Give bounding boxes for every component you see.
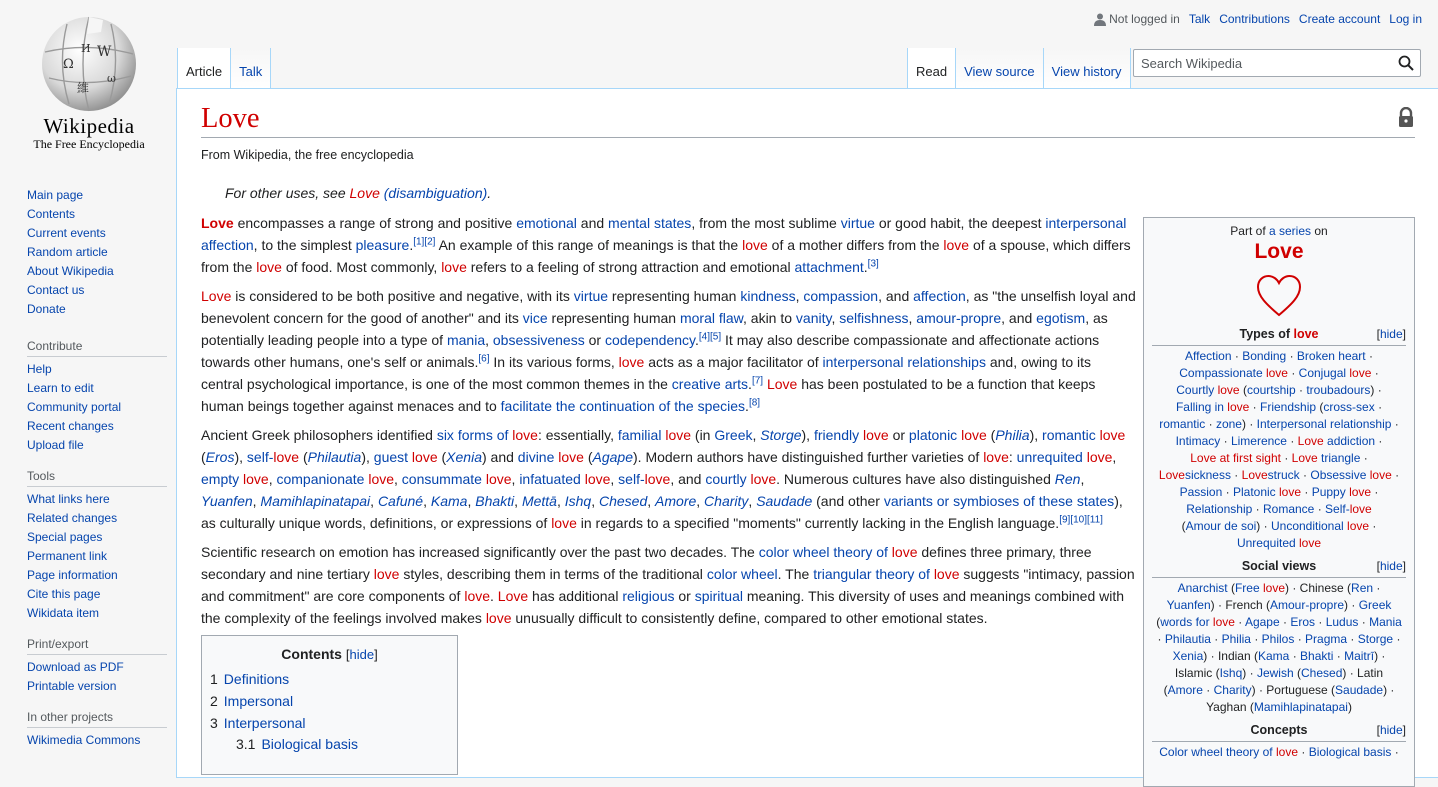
search-input[interactable] bbox=[1133, 49, 1421, 77]
sidebar-item-page-information[interactable]: Page information bbox=[27, 568, 118, 582]
article-link[interactable]: six forms of love bbox=[436, 427, 538, 443]
article-link[interactable]: codependency bbox=[604, 332, 695, 348]
svg-text:Ω: Ω bbox=[63, 57, 74, 72]
table-of-contents bbox=[201, 635, 458, 775]
sidebar-item-donate[interactable]: Donate bbox=[27, 302, 66, 316]
list-item[interactable]: Color wheel theory of love bbox=[1159, 745, 1298, 759]
list-item[interactable]: Maitrī bbox=[1344, 649, 1375, 663]
list-item[interactable]: Biological basis bbox=[1308, 745, 1392, 759]
list-item[interactable]: Jewish bbox=[1256, 666, 1294, 680]
list-item[interactable]: Affection bbox=[1185, 349, 1232, 363]
series-part-of bbox=[1152, 224, 1406, 238]
sidebar-item-current-events[interactable]: Current events bbox=[27, 226, 106, 240]
article-link[interactable]: virtue bbox=[840, 215, 875, 231]
search-placeholder: Search Wikipedia bbox=[1141, 55, 1243, 71]
article-link[interactable]: affection bbox=[913, 288, 966, 304]
article-link[interactable]: creative arts bbox=[671, 376, 749, 392]
list-item[interactable]: Chesed bbox=[1301, 666, 1343, 680]
article-link[interactable]: Ishq bbox=[564, 493, 592, 509]
article-link[interactable]: romantic love bbox=[1042, 427, 1126, 443]
sidebar-item-wikidata-item[interactable]: Wikidata item bbox=[27, 606, 100, 620]
toc-hide-link[interactable]: hide bbox=[349, 647, 375, 662]
list-item[interactable]: Eros bbox=[1290, 615, 1316, 629]
list-item[interactable]: Agape bbox=[1244, 615, 1280, 629]
list-item[interactable]: Mania bbox=[1369, 615, 1402, 629]
tab-view-source[interactable]: View source bbox=[956, 48, 1044, 88]
list-item[interactable]: Philautia bbox=[1164, 632, 1211, 646]
wikipedia-tagline: The Free Encyclopedia bbox=[33, 137, 145, 151]
toc-hide-toggle[interactable]: [hide] bbox=[345, 647, 378, 662]
sidebar-item-contact[interactable]: Contact us bbox=[27, 283, 85, 297]
sidebar-item-contents[interactable]: Contents bbox=[27, 207, 76, 221]
article-link[interactable]: moral flaw bbox=[679, 310, 743, 326]
list-item[interactable]: Lovesickness bbox=[1158, 468, 1231, 482]
list-item[interactable]: Xenia bbox=[1172, 649, 1204, 663]
section-concepts-title: Concepts bbox=[1250, 723, 1308, 737]
toc-item[interactable] bbox=[210, 712, 449, 734]
article-link[interactable]: color wheel theory of love bbox=[758, 544, 918, 560]
list-item[interactable]: Romance bbox=[1262, 502, 1315, 516]
hatnote bbox=[225, 185, 491, 201]
sidebar bbox=[27, 186, 167, 764]
list-item[interactable]: Greek bbox=[1358, 598, 1392, 612]
hide-toggle[interactable]: [hide] bbox=[1376, 559, 1406, 573]
article-link[interactable]: mania bbox=[446, 332, 486, 348]
list-item[interactable]: Obsessive love bbox=[1310, 468, 1392, 482]
article-link[interactable]: consummate love bbox=[401, 471, 512, 487]
list-item[interactable]: zone bbox=[1215, 417, 1242, 431]
citation-link[interactable]: [9] bbox=[1059, 514, 1071, 526]
article-link[interactable]: egotism bbox=[1036, 310, 1086, 326]
list-item[interactable]: Bonding bbox=[1242, 349, 1287, 363]
article-link[interactable]: spiritual bbox=[694, 588, 743, 604]
article-link[interactable]: self-love bbox=[246, 449, 300, 465]
personal-tools bbox=[1094, 12, 1422, 26]
tab-talk[interactable]: Talk bbox=[231, 48, 271, 88]
svg-text:И: И bbox=[81, 42, 91, 55]
site-subtitle: From Wikipedia, the free encyclopedia bbox=[201, 148, 414, 162]
list-item[interactable]: Kama bbox=[1257, 649, 1290, 663]
list-item[interactable]: Ren bbox=[1351, 581, 1374, 595]
login-link[interactable]: Log in bbox=[1389, 12, 1422, 26]
toc-title-row bbox=[210, 646, 449, 662]
series-link[interactable]: a series bbox=[1268, 224, 1312, 238]
heart-icon bbox=[1256, 274, 1302, 318]
article-link[interactable]: Ren bbox=[1054, 471, 1081, 487]
article-link[interactable]: Mamihlapinatapai bbox=[260, 493, 371, 509]
sidebar-item-related-changes[interactable]: Related changes bbox=[27, 511, 118, 525]
article-link[interactable]: variants or symbioses of these states bbox=[883, 493, 1115, 509]
toc-item[interactable] bbox=[210, 690, 449, 712]
sidebar-item-wikimedia-commons[interactable]: Wikimedia Commons bbox=[27, 733, 141, 747]
article-link[interactable]: Kama bbox=[430, 493, 468, 509]
article-link[interactable]: Eros bbox=[205, 449, 235, 465]
article-link[interactable]: unrequited love bbox=[1016, 449, 1113, 465]
sidebar-item-random-article[interactable]: Random article bbox=[27, 245, 108, 259]
tab-article[interactable]: Article bbox=[177, 48, 231, 88]
list-item[interactable]: Compassionate love bbox=[1179, 366, 1288, 380]
sidebar-item-download-pdf[interactable]: Download as PDF bbox=[27, 660, 124, 674]
sidebar-item-permanent-link[interactable]: Permanent link bbox=[27, 549, 108, 563]
sidebar-item-what-links-here[interactable]: What links here bbox=[27, 492, 110, 506]
list-item[interactable]: Unconditional love bbox=[1270, 519, 1370, 533]
list-item[interactable]: Interpersonal relationship bbox=[1256, 417, 1392, 431]
citation-link[interactable]: [1] bbox=[413, 236, 425, 248]
hide-toggle[interactable]: [hide] bbox=[1376, 327, 1406, 341]
article-link[interactable]: platonic love bbox=[908, 427, 987, 443]
article-link[interactable]: color wheel bbox=[706, 566, 778, 582]
paragraph: Scientific research on emotion has increased significantly over the past two decades. The color wheel theory of love defines three primary, three secondary and nine tertiary love styles, describing them in terms of the traditional color wheel. The triangular theory of love suggests "intimacy, passion and commitment" are core components of love. Love has additional religious or spiritual meaning. This diversity of uses and meanings combined with the complexity of the feelings involved makes love unusually difficult to consistently define, compared to other emotional states. bbox=[201, 544, 1135, 626]
hatnote-link-disambiguation[interactable]: (disambiguation) bbox=[379, 185, 488, 201]
article-link[interactable]: empty love bbox=[201, 471, 269, 487]
list-item[interactable]: Amore bbox=[1167, 683, 1203, 697]
tools-heading: Tools bbox=[27, 469, 167, 487]
create-account-link[interactable]: Create account bbox=[1298, 12, 1381, 26]
citation-link[interactable]: [11] bbox=[1087, 514, 1103, 526]
on-text: on bbox=[1311, 224, 1328, 238]
lock-icon[interactable] bbox=[1398, 107, 1414, 127]
part-of-text: Part of bbox=[1230, 224, 1269, 238]
anon-user bbox=[1094, 12, 1180, 26]
tab-view-history[interactable]: View history bbox=[1044, 48, 1131, 88]
article-link[interactable]: Bhakti bbox=[475, 493, 515, 509]
svg-text:ω: ω bbox=[107, 72, 116, 85]
page-title: Love bbox=[201, 101, 1415, 138]
contributions-link[interactable]: Contributions bbox=[1219, 12, 1290, 26]
namespace-tabs bbox=[177, 48, 271, 88]
sidebar-item-cite-this-page[interactable]: Cite this page bbox=[27, 587, 101, 601]
projects-portal bbox=[27, 710, 167, 750]
contribute-portal bbox=[27, 339, 167, 455]
list-item[interactable]: Broken heart bbox=[1296, 349, 1366, 363]
article-link[interactable]: kindness bbox=[740, 288, 796, 304]
article-link[interactable]: vanity bbox=[795, 310, 832, 326]
view-tabs bbox=[907, 48, 1131, 88]
list-item[interactable]: cross-sex bbox=[1323, 400, 1375, 414]
article-link[interactable]: familial love bbox=[617, 427, 692, 443]
citation-link[interactable]: [6] bbox=[478, 353, 490, 365]
article-link[interactable]: Chesed bbox=[598, 493, 648, 509]
hide-link[interactable]: hide bbox=[1379, 723, 1403, 737]
tools-portal bbox=[27, 469, 167, 623]
section-concepts bbox=[1152, 722, 1406, 742]
list-item[interactable]: Amour-propre bbox=[1270, 598, 1345, 612]
list-item[interactable]: Storge bbox=[1357, 632, 1394, 646]
sidebar-item-about[interactable]: About Wikipedia bbox=[27, 264, 114, 278]
series-sidebar bbox=[1143, 217, 1415, 787]
projects-heading: In other projects bbox=[27, 710, 167, 728]
list-item[interactable]: Unrequited love bbox=[1236, 536, 1322, 550]
article-link[interactable]: vice bbox=[522, 310, 548, 326]
sidebar-item-upload-file[interactable]: Upload file bbox=[27, 438, 84, 452]
not-logged-in-text: Not logged in bbox=[1109, 12, 1180, 26]
list-item[interactable]: troubadours bbox=[1306, 383, 1371, 397]
print-portal bbox=[27, 637, 167, 696]
article-link[interactable]: pleasure bbox=[355, 237, 410, 253]
navigation-portal bbox=[27, 186, 167, 319]
citation-link[interactable]: [5] bbox=[710, 331, 722, 343]
list-item[interactable]: Saudade bbox=[1335, 683, 1384, 697]
list-item[interactable]: Philos bbox=[1261, 632, 1295, 646]
wikipedia-wordmark: Wikipedia bbox=[43, 114, 135, 138]
article-link[interactable]: selfishness bbox=[839, 310, 909, 326]
toc-title: Contents bbox=[281, 646, 342, 662]
social-list: Anarchist (Free love) · Chinese (Ren · Yuanfen) · French (Amour-propre) · Greek (words for love · Agape · Eros · Ludus · Mania · Philautia · Philia · Philos · Pragma · Storge · Xenia) · Indian (Kama · Bhakti · Maitrī) · Islamic (Ishq) · Jewish (Chesed) · Latin (Amore · Charity) · Portuguese (Saudade) · Yaghan (Mamihlapinatapai) bbox=[1156, 581, 1402, 714]
article-link[interactable]: Yuanfen bbox=[201, 493, 253, 509]
toc-link-definitions[interactable]: Definitions bbox=[223, 671, 290, 687]
svg-text:維: 維 bbox=[77, 81, 90, 95]
series-title[interactable]: Love bbox=[1254, 240, 1304, 263]
list-item[interactable]: Passion bbox=[1179, 485, 1223, 499]
article-link[interactable]: Agape bbox=[592, 449, 633, 465]
article-link[interactable]: compassion bbox=[803, 288, 879, 304]
article-link[interactable]: religious bbox=[622, 588, 675, 604]
section-social-views bbox=[1152, 558, 1406, 578]
article-link[interactable]: facilitate the continuation of the species bbox=[500, 398, 746, 414]
paragraph: Love is considered to be both positive and negative, with its virtue representing human kindness, compassion, and affection, as "the unselfish loyal and benevolent concern for the good of another" and its vice representing human moral flaw, akin to vanity, selfishness, amour-propre, and egotism, as potentially leading people into a type of mania, obsessiveness or codependency.[4][5] It may also describe compassionate and affectionate actions towards other humans, one's self or animals.[6] In its various forms, love acts as a major facilitator of interpersonal relationships and, owing to its central psychological importance, is one of the most common themes in the creative arts.[7] Love has been postulated to be a function that keeps human beings together against menaces and to facilitate the continuation of the species.[8] bbox=[201, 288, 1136, 414]
sidebar-item-community-portal[interactable]: Community portal bbox=[27, 400, 122, 414]
types-list: Affection · Bonding · Broken heart · Compassionate love · Conjugal love · Courtly love (courtship · troubadours) · Falling in love · Friendship (cross-sex · romantic · zone) · Interpersonal relationship · Intimacy · Limerence · Love addiction · Love at first sight · Love triangle · Lovesickness · Lovestruck · Obsessive love · Passion · Platonic love · Puppy love · Relationship · Romance · Self-love (Amour de soi) · Unconditional love · Unrequited love bbox=[1158, 349, 1400, 550]
article-link[interactable]: obsessiveness bbox=[492, 332, 585, 348]
paragraph: Love encompasses a range of strong and positive emotional and mental states, from the most sublime virtue or good habit, the deepest interpersonal affection, to the simplest pleasure.[1][2] An example of this range of meanings is that the love of a mother differs from the love of a spouse, which differs from the love of food. Most commonly, love refers to a feeling of strong attraction and emotional attachment.[3] bbox=[201, 215, 1131, 275]
toc-number: 2 bbox=[210, 693, 218, 709]
toc-link-interpersonal[interactable]: Interpersonal bbox=[223, 715, 306, 731]
article-link[interactable]: Charity bbox=[704, 493, 749, 509]
list-item[interactable]: Ishq bbox=[1219, 666, 1243, 680]
citation-link[interactable]: [8] bbox=[748, 397, 761, 409]
section-types-prefix: Types of bbox=[1239, 327, 1294, 341]
article-link[interactable]: companionate love bbox=[276, 471, 395, 487]
toc-link-biological-basis[interactable]: Biological basis bbox=[261, 736, 358, 752]
list-item[interactable]: Bhakti bbox=[1300, 649, 1334, 663]
toc-number: 3.1 bbox=[236, 736, 256, 752]
list-item[interactable]: Limerence bbox=[1230, 434, 1287, 448]
article-link[interactable]: self-love bbox=[618, 471, 671, 487]
list-item[interactable]: Charity bbox=[1213, 683, 1252, 697]
list-item[interactable]: Love at first sight bbox=[1190, 451, 1281, 465]
list-item[interactable]: Self-love bbox=[1325, 502, 1372, 516]
list-item[interactable]: Intimacy bbox=[1175, 434, 1221, 448]
list-item[interactable]: Conjugal love bbox=[1298, 366, 1372, 380]
article-link[interactable]: triangular theory of love bbox=[813, 566, 960, 582]
list-item[interactable]: Lovestruck bbox=[1241, 468, 1300, 482]
hatnote-prefix: For other uses, see bbox=[225, 185, 350, 201]
list-item[interactable]: Relationship bbox=[1186, 502, 1253, 516]
hide-toggle[interactable]: [hide] bbox=[1376, 723, 1406, 737]
article-link[interactable]: guest love bbox=[373, 449, 438, 465]
user-icon bbox=[1094, 13, 1106, 26]
list-item[interactable]: Amour de soi bbox=[1185, 519, 1257, 533]
section-social-title: Social views bbox=[1241, 559, 1317, 573]
article-link[interactable]: attachment bbox=[794, 259, 864, 275]
sidebar-item-recent-changes[interactable]: Recent changes bbox=[27, 419, 114, 433]
list-item[interactable]: Mamihlapinatapai bbox=[1253, 700, 1348, 714]
svg-text:W: W bbox=[97, 44, 112, 60]
puzzle-globe-icon bbox=[37, 12, 141, 112]
list-item[interactable]: romantic bbox=[1159, 417, 1206, 431]
article-link[interactable]: infatuated love bbox=[519, 471, 611, 487]
hatnote-suffix: . bbox=[487, 185, 492, 201]
contribute-heading: Contribute bbox=[27, 339, 167, 357]
article-link[interactable]: amour-propre bbox=[916, 310, 1002, 326]
toc-number: 1 bbox=[210, 671, 218, 687]
section-types-red: love bbox=[1293, 327, 1319, 341]
concepts-list: Color wheel theory of love · Biological basis · bbox=[1159, 745, 1399, 759]
list-item[interactable]: Pragma bbox=[1305, 632, 1348, 646]
search-icon[interactable] bbox=[1398, 55, 1414, 71]
list-item[interactable]: words for love bbox=[1160, 615, 1235, 629]
print-heading: Print/export bbox=[27, 637, 167, 655]
sidebar-item-main-page[interactable]: Main page bbox=[27, 188, 84, 202]
toc-item[interactable] bbox=[210, 668, 449, 690]
article-link[interactable]: Greek bbox=[714, 427, 753, 443]
article-link[interactable]: Mettā bbox=[521, 493, 557, 509]
list-item[interactable]: Puppy love bbox=[1311, 485, 1372, 499]
article-link[interactable]: Philia bbox=[995, 427, 1030, 443]
list-item[interactable]: Love triangle bbox=[1291, 451, 1361, 465]
sidebar-item-help[interactable]: Help bbox=[27, 362, 52, 376]
sidebar-item-special-pages[interactable]: Special pages bbox=[27, 530, 103, 544]
sidebar-item-printable-version[interactable]: Printable version bbox=[27, 679, 117, 693]
toc-link-impersonal[interactable]: Impersonal bbox=[223, 693, 294, 709]
citation-link[interactable]: [3] bbox=[867, 258, 879, 270]
citation-link[interactable]: [10] bbox=[1070, 514, 1087, 526]
wikipedia-logo[interactable] bbox=[24, 12, 154, 162]
list-item[interactable]: Friendship bbox=[1260, 400, 1317, 414]
article-link[interactable]: courtly love bbox=[705, 471, 777, 487]
hide-link[interactable]: hide bbox=[1379, 559, 1403, 573]
toc-item[interactable] bbox=[210, 734, 449, 755]
citation-link[interactable]: [7] bbox=[751, 375, 764, 387]
section-types-of-love bbox=[1152, 326, 1406, 346]
toc-number: 3 bbox=[210, 715, 218, 731]
tab-read[interactable]: Read bbox=[907, 48, 956, 88]
list-item[interactable]: courtship bbox=[1246, 383, 1296, 397]
article-link[interactable]: Cafuné bbox=[377, 493, 424, 509]
content-area bbox=[176, 88, 1438, 778]
list-item[interactable]: Ludus bbox=[1325, 615, 1359, 629]
article-link[interactable]: Philautia bbox=[307, 449, 362, 465]
paragraph: Ancient Greek philosophers identified six forms of love: essentially, familial love (in Greek, Storge), friendly love or platonic love (Philia), romantic love (Eros), self-love (Philautia), guest love (Xenia) and divine love (Agape). Modern authors have distinguished further varieties of love: unrequited love, empty love, companionate love, consummate love, infatuated love, self-love, and courtly love. Numerous cultures have also distinguished Ren, Yuanfen, Mamihlapinatapai, Cafuné, Kama, Bhakti, Mettā, Ishq, Chesed, Amore, Charity, Saudade (and other variants or symbioses of these states), as culturally unique words, definitions, or expressions of love in regards to a specified "moments" currently lacking in the English language.[9][10][11] bbox=[201, 427, 1126, 531]
hatnote-link-love[interactable]: Love bbox=[349, 185, 380, 201]
article-link[interactable]: friendly love bbox=[813, 427, 889, 443]
article-link[interactable]: Storge bbox=[760, 427, 802, 443]
list-item[interactable]: Yuanfen bbox=[1166, 598, 1211, 612]
sidebar-item-learn-to-edit[interactable]: Learn to edit bbox=[27, 381, 94, 395]
article-link[interactable]: Saudade bbox=[756, 493, 813, 509]
hide-link[interactable]: hide bbox=[1379, 327, 1403, 341]
list-item[interactable]: Free love bbox=[1234, 581, 1285, 595]
article-link[interactable]: emotional bbox=[516, 215, 577, 231]
article-link[interactable]: Xenia bbox=[446, 449, 482, 465]
citation-link[interactable]: [2] bbox=[424, 236, 436, 248]
citation-link[interactable]: [4] bbox=[698, 331, 711, 343]
article-link[interactable]: mental states bbox=[608, 215, 692, 231]
list-item[interactable]: Anarchist bbox=[1177, 581, 1228, 595]
article-link[interactable]: Amore bbox=[655, 493, 697, 509]
list-item[interactable]: Platonic love bbox=[1232, 485, 1302, 499]
article-link[interactable]: interpersonal affection bbox=[201, 215, 1127, 253]
list-item[interactable]: Courtly love bbox=[1176, 383, 1240, 397]
list-item[interactable]: Falling in love bbox=[1175, 400, 1250, 414]
article-link[interactable]: interpersonal relationships bbox=[822, 354, 986, 370]
article-body bbox=[201, 212, 1136, 636]
article-link[interactable]: divine love bbox=[517, 449, 584, 465]
user-talk-link[interactable]: Talk bbox=[1188, 12, 1211, 26]
list-item[interactable]: Philia bbox=[1221, 632, 1251, 646]
list-item[interactable]: Love addiction bbox=[1297, 434, 1376, 448]
article-link[interactable]: virtue bbox=[573, 288, 609, 304]
